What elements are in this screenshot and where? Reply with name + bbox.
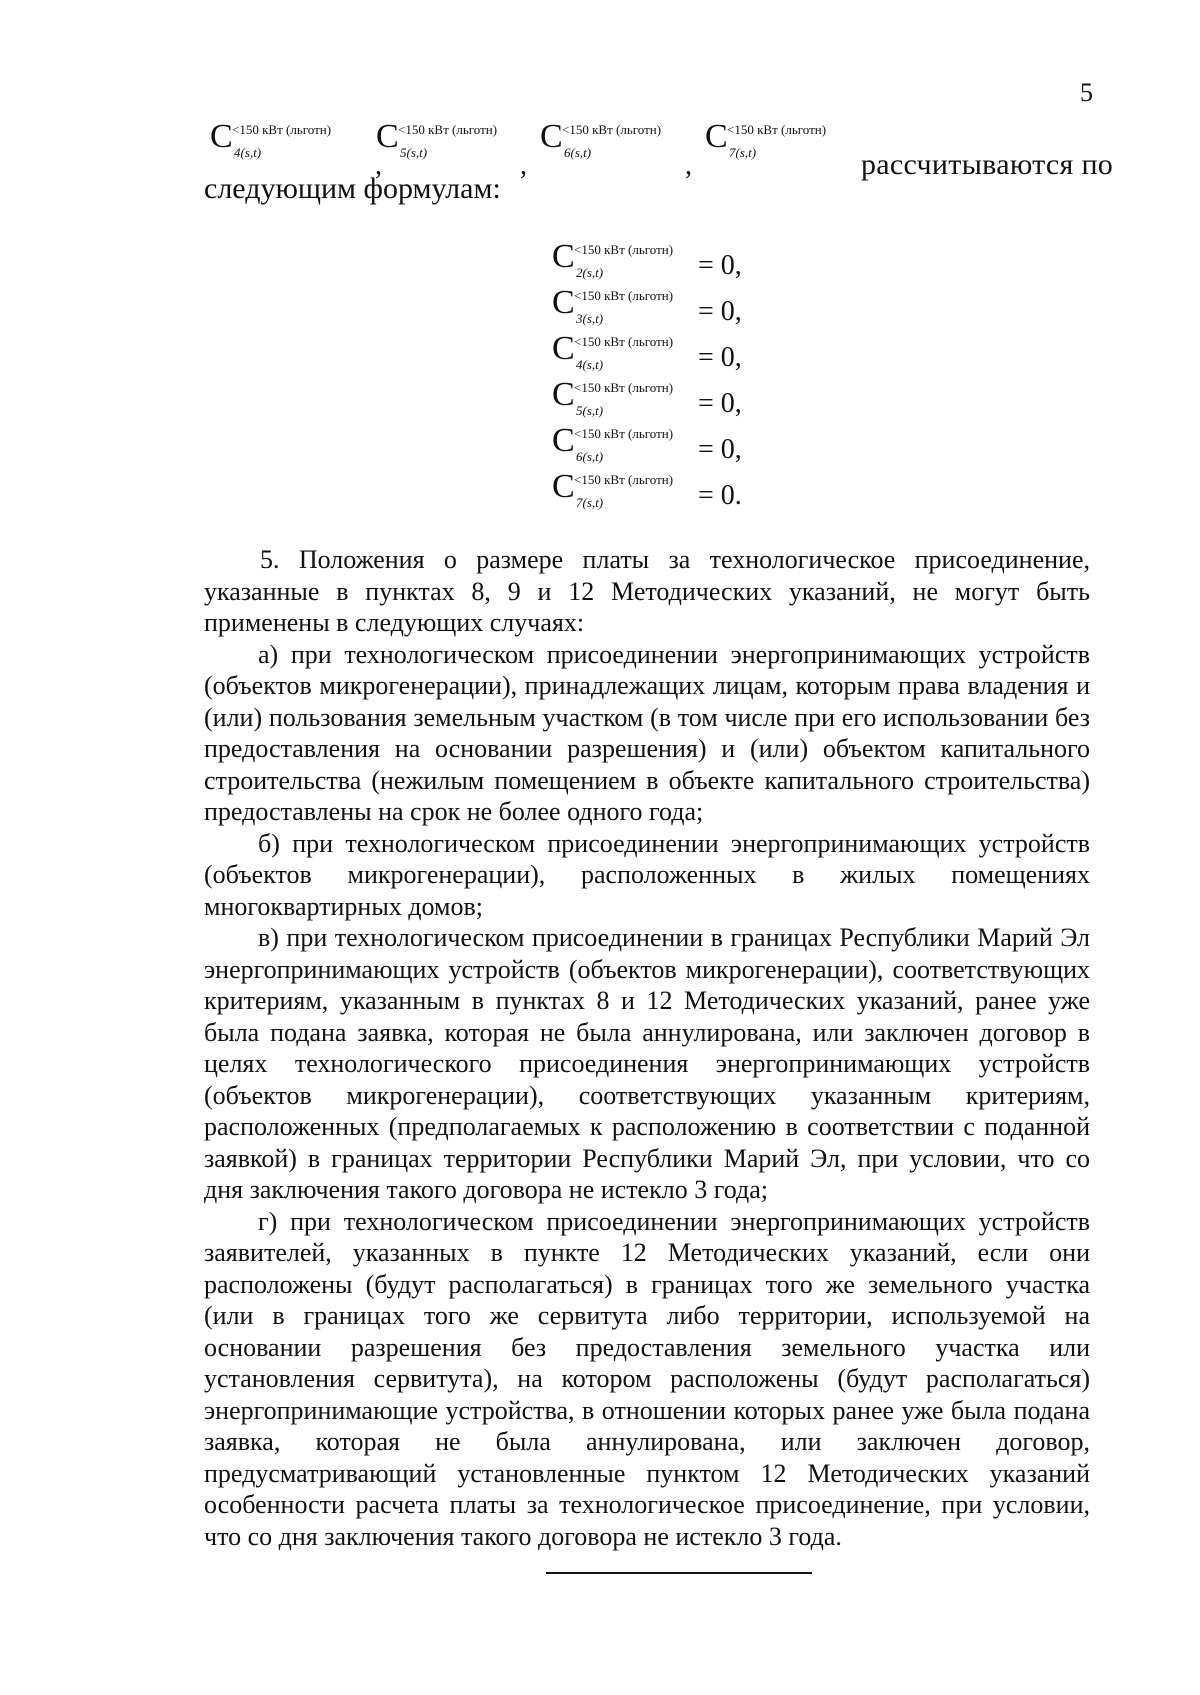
header-symbol-6: C <150 кВт (льготн) 6(s,t) [540, 118, 662, 160]
formula-row: C <150 кВт (льготн) 4(s,t) = 0, [552, 330, 742, 373]
header-symbol-7: C <150 кВт (льготн) 7(s,t) [705, 118, 827, 160]
page-number: 5 [1080, 78, 1093, 107]
header-separator: , [685, 150, 692, 181]
end-rule [546, 1572, 812, 1574]
body-text [204, 544, 1090, 1552]
formula-row: C <150 кВт (льготн) 2(s,t) = 0, [552, 238, 742, 281]
header-formula-line [0, 120, 1200, 180]
header-separator: , [375, 150, 382, 181]
formula-row: C <150 кВт (льготн) 3(s,t) = 0, [552, 284, 742, 327]
paragraph-b: б) при технологическом присоединении энергопринимающих устройств (объектов микрогенерации), расположенных в жилых помещениях многоквартирных домов; [204, 828, 1090, 921]
formula-list [552, 240, 852, 516]
header-separator: , [520, 150, 527, 181]
paragraph-a: а) при технологическом присоединении энергопринимающих устройств (объектов микрогенерации), принадлежащих лицам, которым права владения и (или) пользования земельным участком (в том числе при его использовании без предоставления на основании разрешения) и (или) объектом капитального строительства (нежилым помещением в объекте капитального строительства) предоставлены на срок не более одного года; [204, 639, 1090, 826]
paragraph-g: г) при технологическом присоединении энергопринимающих устройств заявителей, указанных в пункте 12 Методических указаний, если они расположены (будут располагаться) в границах того же земельного участка (или в границах того же сервитута либо территории, используемой на основании разрешения без предоставления земельного участка или установления сервитута), на котором расположены (будут располагаться) энергопринимающие устройства, в отношении которых ранее уже была подана заявка, которая не была аннулирована, или заключен договор, предусматривающий установленные пунктом 12 Методических указаний особенности расчета платы за технологическое присоединение, при условии, что со дня заключения такого договора не истекло 3 года. [204, 1206, 1090, 1551]
formula-row: C <150 кВт (льготн) 6(s,t) = 0, [552, 422, 742, 465]
formula-row: C <150 кВт (льготн) 7(s,t) = 0. [552, 468, 742, 511]
paragraph-5: 5. Положения о размере платы за технологическое присоединение, указанные в пунктах 8, 9 и 12 Методических указаний, не могут быть применены в следующих случаях: [204, 545, 1090, 637]
formula-row: C <150 кВт (льготн) 5(s,t) = 0, [552, 376, 742, 419]
paragraph-v: в) при технологическом присоединении в границах Республики Марий Эл энергопринимающих устройств (объектов микрогенерации), соответствующих критериям, указанным в пунктах 8 и 12 Методических указаний, ранее уже была подана заявка, которая не была аннулирована, или заключен договор в целях технологического присоединения энергопринимающих устройств (объектов микрогенерации), соответствующих указанным критериям, расположенных (предполагаемых к расположению в соответствии с поданной заявкой) в границах территории Республики Марий Эл, при условии, что со дня заключения такого договора не истекло 3 года; [204, 923, 1090, 1204]
header-symbol-4: C <150 кВт (льготн) 4(s,t) [210, 118, 332, 160]
header-continuation: следующим формулам: [204, 172, 501, 205]
header-symbol-5: C <150 кВт (льготн) 5(s,t) [376, 118, 498, 160]
header-tail-text: рассчитываются по [861, 148, 1114, 181]
